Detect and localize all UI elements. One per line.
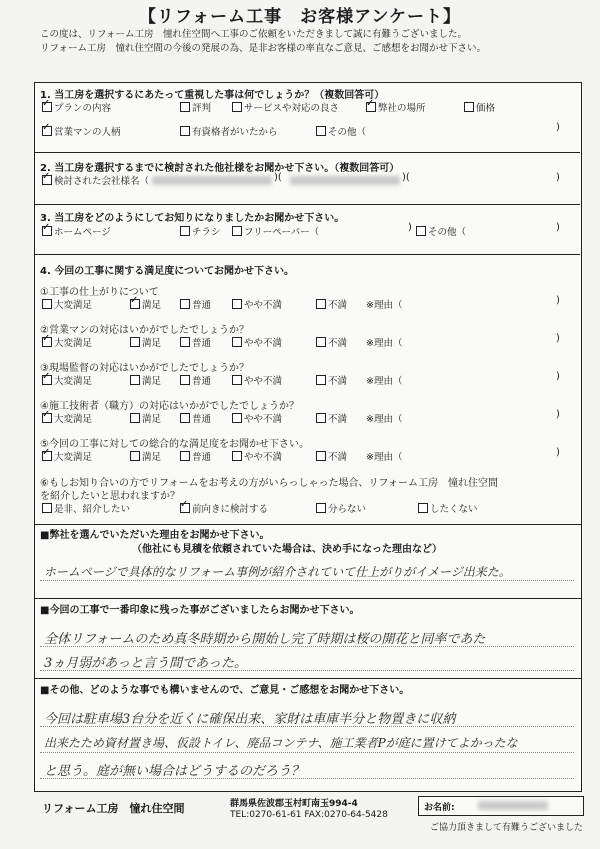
divider bbox=[34, 204, 580, 205]
redacted-name bbox=[478, 801, 548, 810]
q4-sub-label: ⑤今回の工事に対しての総合的な満足度をお聞かせ下さい。 bbox=[40, 439, 309, 450]
q3-label: 3. 当工房をどのようにしてお知りになりましたかお聞かせ下さい。 bbox=[40, 213, 345, 224]
q1-option-reputation[interactable]: 評判 bbox=[180, 100, 211, 114]
q4-sub-label: ③現場監督の対応はいかがでしたでしょうか？ bbox=[40, 363, 249, 374]
intro-line-1: この度は、リフォーム工房 憧れ住空間へ工事のご依頼をいただきまして誠に有難うございました。 bbox=[40, 29, 468, 40]
q4-reason-label: ※理由（ bbox=[366, 338, 403, 349]
checkbox-icon[interactable] bbox=[42, 337, 52, 347]
checkbox-icon[interactable] bbox=[316, 337, 326, 347]
name-label: お名前: bbox=[424, 803, 455, 813]
checkbox-icon[interactable] bbox=[316, 126, 326, 136]
checkbox-icon[interactable] bbox=[316, 375, 326, 385]
q4-sub-option[interactable]: やや不満 bbox=[232, 411, 282, 425]
company-address: 群馬県佐波郡玉村町南玉994-4 bbox=[230, 799, 358, 809]
checkbox-icon[interactable] bbox=[232, 413, 242, 423]
checkbox-icon[interactable] bbox=[232, 451, 242, 461]
q4-sub-option[interactable]: 不満 bbox=[316, 335, 347, 349]
q4-sub-option[interactable]: 普通 bbox=[180, 449, 211, 463]
checkbox-icon[interactable] bbox=[130, 451, 140, 461]
q4-sub-option[interactable]: ✓ 大変満足 bbox=[42, 373, 92, 387]
checkbox-icon[interactable] bbox=[418, 503, 428, 513]
q4-sub-option[interactable]: 普通 bbox=[180, 335, 211, 349]
checkbox-icon[interactable] bbox=[232, 102, 242, 112]
q4-reason-paren-close: ) bbox=[556, 447, 560, 458]
divider bbox=[34, 254, 580, 255]
q3-paren: ) bbox=[408, 222, 412, 233]
checkbox-icon[interactable] bbox=[464, 102, 474, 112]
q1-option-location[interactable]: ✓ 弊社の場所 bbox=[366, 100, 426, 114]
q2-paren-close: ) bbox=[556, 172, 560, 183]
q6-option-yes[interactable]: 是非、紹介したい bbox=[42, 501, 130, 515]
q4-sub-option[interactable]: やや不満 bbox=[232, 297, 282, 311]
checkbox-icon[interactable] bbox=[180, 299, 190, 309]
q1-option-salesperson[interactable]: ✓ 営業マンの人柄 bbox=[42, 124, 121, 138]
comments-answer-3[interactable]: と思う。庭が無い場合はどうするのだろう？ bbox=[44, 764, 305, 779]
q1-paren-close: ) bbox=[556, 122, 560, 133]
checkbox-icon[interactable] bbox=[180, 126, 190, 136]
q4-sub-option[interactable]: ✓ 満足 bbox=[130, 297, 161, 311]
q4-sub-option[interactable]: 満足 bbox=[130, 335, 161, 349]
q4-sub-option[interactable]: 不満 bbox=[316, 411, 347, 425]
checkbox-icon[interactable] bbox=[366, 102, 376, 112]
q4-sub-option[interactable]: 普通 bbox=[180, 297, 211, 311]
q4-reason-paren-close: ) bbox=[556, 371, 560, 382]
checkbox-icon[interactable] bbox=[180, 226, 190, 236]
q1-option-service[interactable]: サービスや対応の良さ bbox=[232, 100, 339, 114]
q4-sub-option[interactable]: 満足 bbox=[130, 373, 161, 387]
q4-reason-label: ※理由（ bbox=[366, 376, 403, 387]
company-contact: TEL:0270-61-61 FAX:0270-64-5428 bbox=[230, 810, 388, 820]
checkbox-icon[interactable] bbox=[232, 299, 242, 309]
q4-sub-option[interactable]: 満足 bbox=[130, 449, 161, 463]
q4-sub-option[interactable]: 大変満足 bbox=[42, 297, 92, 311]
q4-reason-label: ※理由（ bbox=[366, 414, 403, 425]
q2-option-companies[interactable]: ✓ 検討された会社様名（ bbox=[42, 173, 149, 187]
answer-line bbox=[40, 580, 574, 581]
reason-sub: （他社にも見積を依頼されていた場合は、決め手になった理由など） bbox=[132, 544, 442, 555]
redacted-company-2 bbox=[290, 176, 400, 185]
checkbox-icon[interactable] bbox=[130, 337, 140, 347]
checkbox-icon[interactable] bbox=[232, 337, 242, 347]
checkbox-icon[interactable] bbox=[416, 226, 426, 236]
q4-sub-option[interactable]: 普通 bbox=[180, 373, 211, 387]
checkbox-icon[interactable] bbox=[316, 299, 326, 309]
comments-label: ■その他、どのような事でも構いませんので、ご意見・ご感想をお聞かせ下さい。 bbox=[40, 685, 410, 696]
checkbox-icon[interactable] bbox=[42, 375, 52, 385]
checkbox-icon[interactable] bbox=[180, 413, 190, 423]
checkbox-icon[interactable] bbox=[316, 413, 326, 423]
checkbox-icon[interactable] bbox=[180, 337, 190, 347]
q4-sub-option[interactable]: 不満 bbox=[316, 449, 347, 463]
checkbox-icon[interactable] bbox=[316, 451, 326, 461]
reason-answer[interactable]: ホームページで具体的なリフォーム事例が紹介されていて仕上がりがイメージ出来た。 bbox=[44, 565, 511, 579]
q4-sub-option[interactable]: ✓ 大変満足 bbox=[42, 411, 92, 425]
thanks-text: ご協力頂きまして有難うございました bbox=[430, 823, 584, 833]
q4-sub-option[interactable]: 不満 bbox=[316, 297, 347, 311]
checkbox-icon[interactable] bbox=[42, 451, 52, 461]
q3-option-homepage[interactable]: ✓ ホームページ bbox=[42, 224, 111, 238]
q4-sub-label: ④施工技術者（職方）の対応はいかがでしたでしょうか？ bbox=[40, 401, 299, 412]
q6-label-2: を紹介したいと思われますか？ bbox=[40, 491, 180, 502]
intro-line-2: リフォーム工房 憧れ住空間の今後の発展の為、是非お客様の率直なご意見、ご感想をお聞かせ下さい。 bbox=[40, 43, 487, 54]
reason-label: ■弊社を選んでいただいた理由をお聞かせ下さい。 bbox=[40, 530, 270, 541]
q4-reason-label: ※理由（ bbox=[366, 452, 403, 463]
q4-reason-paren-close: ) bbox=[556, 295, 560, 306]
q4-reason-paren-close: ) bbox=[556, 409, 560, 420]
checkbox-icon[interactable] bbox=[180, 375, 190, 385]
q6-label-1: ⑥もしお知り合いの方でリフォームをお考えの方がいらっしゃった場合、リフォーム工房 憧れ住空間 bbox=[40, 478, 498, 489]
q4-sub-option[interactable]: 満足 bbox=[130, 411, 161, 425]
checkbox-icon[interactable] bbox=[42, 413, 52, 423]
q4-label: 4. 今回の工事に関する満足度についてお聞かせ下さい。 bbox=[40, 266, 295, 277]
checkbox-icon[interactable] bbox=[42, 299, 52, 309]
q4-sub-label: ②営業マンの対応はいかがでしたでしょうか？ bbox=[40, 325, 249, 336]
q1-option-qualified[interactable]: 有資格者がいたから bbox=[180, 124, 278, 138]
impression-label: ■今回の工事で一番印象に残った事がございましたらお聞かせ下さい。 bbox=[40, 605, 360, 616]
checkbox-icon[interactable] bbox=[232, 226, 242, 236]
q4-sub-option[interactable]: ✓ 大変満足 bbox=[42, 335, 92, 349]
divider bbox=[34, 152, 580, 153]
impression-answer-2[interactable]: 3ヵ月弱があっと言う間であった。 bbox=[44, 656, 248, 671]
q1-label: 1. 当工房を選択するにあたって重視した事は何でしょうか？（複数回答可） bbox=[40, 90, 385, 101]
q3-option-other[interactable]: その他（ bbox=[416, 224, 466, 238]
q4-sub-option[interactable]: やや不満 bbox=[232, 449, 282, 463]
redacted-company-1 bbox=[152, 176, 272, 185]
checkbox-icon[interactable] bbox=[42, 175, 52, 185]
q4-sub-option[interactable]: 普通 bbox=[180, 411, 211, 425]
q6-option-no[interactable]: したくない bbox=[418, 501, 478, 515]
comments-answer-2[interactable]: 出来たため資材置き場、仮設トイレ、廃品コンテナ、施工業者Pが庭に置けてよかったな bbox=[44, 736, 518, 750]
q3-option-flyer[interactable]: チラシ bbox=[180, 224, 221, 238]
checkbox-icon[interactable] bbox=[130, 413, 140, 423]
comments-answer-1[interactable]: 今回は駐車場3台分を近くに確保出来、家財は車庫半分と物置きに収納 bbox=[44, 712, 456, 727]
q2-paren: )( bbox=[274, 172, 282, 183]
q2-paren-2: )( bbox=[402, 172, 410, 183]
company-name: リフォーム工房 憧れ住空間 bbox=[42, 802, 185, 815]
impression-answer-1[interactable]: 全体リフォームのため真冬時期から開始し完了時期は桜の開花と同率であた bbox=[44, 632, 486, 647]
checkbox-icon[interactable] bbox=[180, 503, 190, 513]
checkbox-icon[interactable] bbox=[42, 102, 52, 112]
q4-sub-option[interactable]: 不満 bbox=[316, 373, 347, 387]
checkbox-icon[interactable] bbox=[42, 126, 52, 136]
q6-option-unknown[interactable]: 分らない bbox=[316, 501, 366, 515]
q4-sub-option[interactable]: やや不満 bbox=[232, 373, 282, 387]
checkbox-icon[interactable] bbox=[130, 299, 140, 309]
q1-option-other[interactable]: その他（ bbox=[316, 124, 366, 138]
checkbox-icon[interactable] bbox=[42, 226, 52, 236]
checkbox-icon[interactable] bbox=[180, 451, 190, 461]
q3-option-freepaper[interactable]: フリーペーパー（ bbox=[232, 224, 319, 238]
checkbox-icon[interactable] bbox=[316, 503, 326, 513]
q2-label: 2. 当工房を選択するまでに検討された他社様をお聞かせ下さい。（複数回答可） bbox=[40, 163, 400, 174]
q4-reason-paren-close: ) bbox=[556, 333, 560, 344]
q1-option-plan[interactable]: ✓ プランの内容 bbox=[42, 100, 111, 114]
q4-sub-option[interactable]: ✓ 大変満足 bbox=[42, 449, 92, 463]
checkbox-icon[interactable] bbox=[232, 375, 242, 385]
page-title: 【リフォーム工事 お客様アンケート】 bbox=[138, 7, 462, 27]
checkbox-icon[interactable] bbox=[180, 102, 190, 112]
q1-option-price[interactable]: 価格 bbox=[464, 100, 495, 114]
q4-reason-label: ※理由（ bbox=[366, 300, 403, 311]
checkbox-icon[interactable] bbox=[42, 503, 52, 513]
answer-line bbox=[40, 752, 574, 753]
q4-sub-label: ①工事の仕上がりについて bbox=[40, 287, 159, 298]
q4-sub-option[interactable]: やや不満 bbox=[232, 335, 282, 349]
q3-paren-close: ) bbox=[556, 222, 560, 233]
questions-frame bbox=[34, 82, 582, 526]
q6-option-consider[interactable]: ✓ 前向きに検討する bbox=[180, 501, 268, 515]
checkbox-icon[interactable] bbox=[130, 375, 140, 385]
